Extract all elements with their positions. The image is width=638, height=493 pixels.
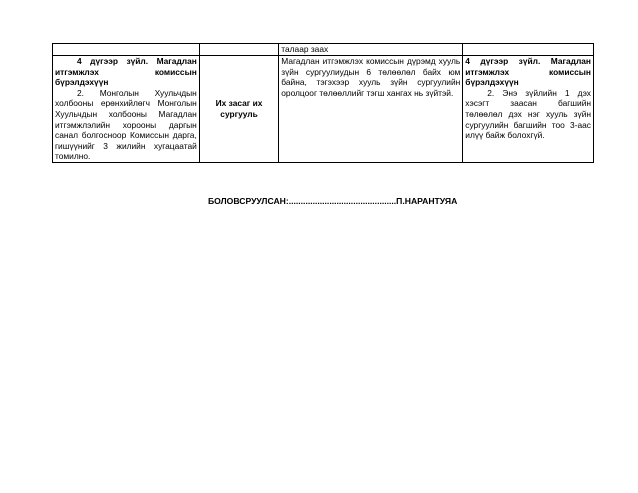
cell-comment: Магадлан итгэмжлэх комиссын дүрэмд хууль зүйн сургуулиудын 6 төлөөлөл байх юм байна, тэгэхээр хууль зүйн сургуулийн оролцоог төлөөллийг тэгш хангах нь зүйтэй. [279, 56, 463, 163]
article-clause: 2. Монголын Хуульчдын холбооны ерөнхийлөгч Монголын Хуульчдын холбооны Магадлан итгэмжлэлийн хорооны даргын санал болгосноор Комиссын дарга, гишүүнийг 3 жилийн хугацаатай томилно. [55, 87, 197, 162]
table-row [53, 44, 594, 56]
prepared-by-signature: БОЛОВСРУУЛСАН:.............................................П.НАРАНТУЯА [208, 196, 458, 206]
proposal-clause: 2. Энэ зүйлийн 1 дэх хэсэгт заасан багшийн төлөөлөл дэх нэг хууль зүйн сургуулийн багшийн тоо 3-аас илүү байж болохгүй. [465, 87, 591, 141]
proposal-heading: 4 дүгээр зүйл. Магадлан итгэмжлэх комиссын бүрэлдэхүүн [465, 56, 591, 88]
cell-current-law [53, 56, 200, 163]
table-row [53, 56, 594, 163]
cell-organization: Их засаг их сургууль [199, 56, 278, 163]
article-heading: 4 дүгээр зүйл. Магадлан итгэмжлэх комиссын бүрэлдэхүүн [55, 56, 197, 88]
cell-top-col4 [463, 44, 594, 56]
cell-proposal [463, 56, 594, 163]
cell-top-col2 [199, 44, 278, 56]
cell-top-col3: талаар заах [279, 44, 463, 56]
cell-top-col1 [53, 44, 200, 56]
comments-table [52, 43, 594, 163]
